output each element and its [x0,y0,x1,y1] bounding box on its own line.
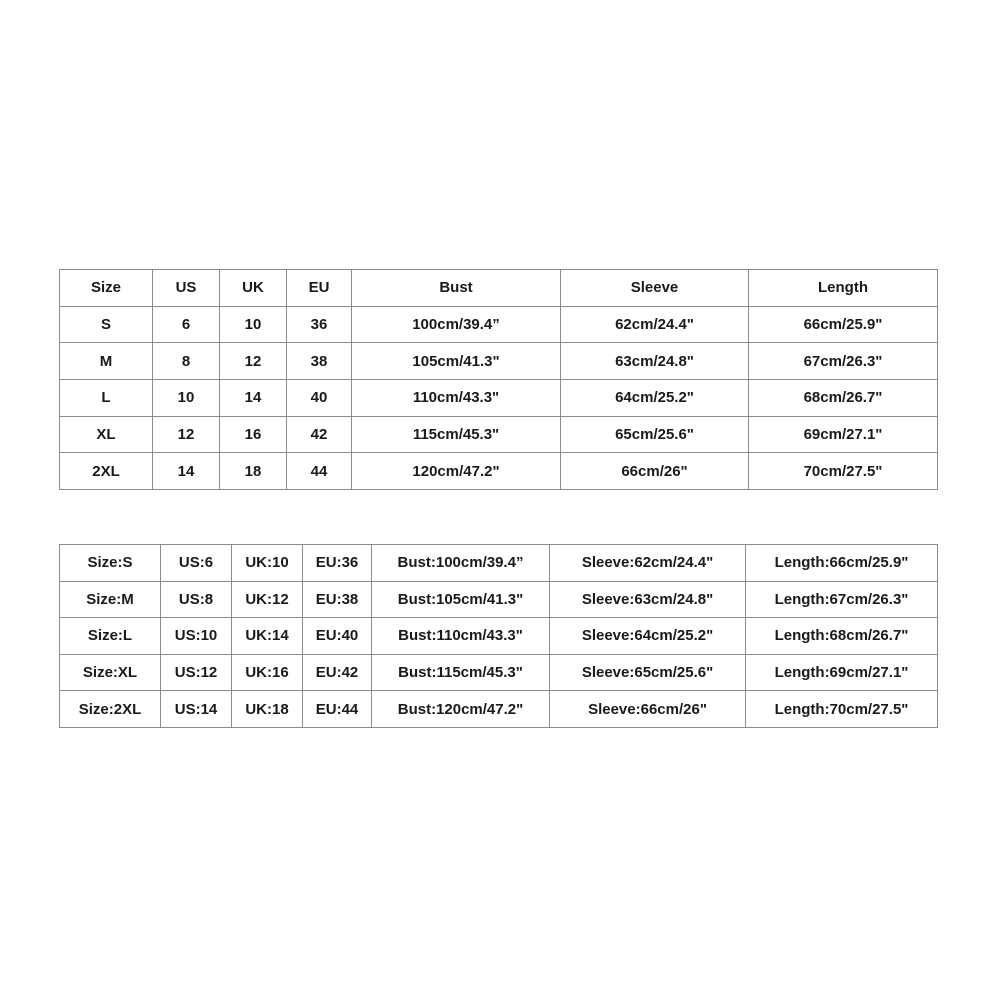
cell-sleeve: Sleeve:62cm/24.4" [550,545,746,582]
cell-bust: 100cm/39.4” [352,306,561,343]
cell-sleeve: 65cm/25.6" [561,416,749,453]
cell-bust: Bust:105cm/41.3" [372,581,550,618]
table-row [60,416,938,453]
cell-length: 68cm/26.7" [749,380,938,417]
table-row [60,453,938,490]
cell-length: Length:70cm/27.5" [746,691,938,728]
cell-size: S [60,306,153,343]
cell-size: Size:M [60,581,161,618]
table-row [60,581,938,618]
cell-eu: EU:42 [303,654,372,691]
cell-us: US:8 [161,581,232,618]
cell-uk: UK:12 [232,581,303,618]
table-header-row [60,270,938,307]
size-chart-table [59,269,938,490]
cell-uk: 10 [220,306,287,343]
table-row [60,654,938,691]
cell-us: 8 [153,343,220,380]
cell-length: 69cm/27.1" [749,416,938,453]
header-us: US [153,270,220,307]
cell-length: 66cm/25.9" [749,306,938,343]
cell-eu: 38 [287,343,352,380]
cell-bust: 115cm/45.3" [352,416,561,453]
cell-size: Size:S [60,545,161,582]
cell-us: 10 [153,380,220,417]
cell-uk: 16 [220,416,287,453]
cell-bust: 110cm/43.3" [352,380,561,417]
cell-size: XL [60,416,153,453]
cell-length: 67cm/26.3" [749,343,938,380]
cell-sleeve: 62cm/24.4" [561,306,749,343]
table-row [60,691,938,728]
cell-sleeve: 63cm/24.8" [561,343,749,380]
cell-uk: UK:14 [232,618,303,655]
table-row [60,306,938,343]
cell-eu: 36 [287,306,352,343]
cell-us: US:14 [161,691,232,728]
cell-bust: Bust:115cm/45.3" [372,654,550,691]
cell-uk: UK:18 [232,691,303,728]
header-bust: Bust [352,270,561,307]
cell-eu: EU:44 [303,691,372,728]
cell-uk: 12 [220,343,287,380]
cell-length: Length:69cm/27.1" [746,654,938,691]
cell-sleeve: 66cm/26" [561,453,749,490]
table-row [60,343,938,380]
table-row [60,618,938,655]
cell-us: 14 [153,453,220,490]
cell-size: Size:XL [60,654,161,691]
cell-length: Length:68cm/26.7" [746,618,938,655]
table-row [60,380,938,417]
cell-uk: UK:16 [232,654,303,691]
cell-us: US:12 [161,654,232,691]
cell-size: Size:L [60,618,161,655]
cell-uk: UK:10 [232,545,303,582]
header-uk: UK [220,270,287,307]
cell-eu: EU:36 [303,545,372,582]
cell-bust: 120cm/47.2" [352,453,561,490]
cell-us: 12 [153,416,220,453]
cell-sleeve: Sleeve:64cm/25.2" [550,618,746,655]
header-eu: EU [287,270,352,307]
cell-size: M [60,343,153,380]
header-size: Size [60,270,153,307]
cell-bust: 105cm/41.3" [352,343,561,380]
cell-eu: 40 [287,380,352,417]
cell-length: Length:67cm/26.3" [746,581,938,618]
cell-uk: 18 [220,453,287,490]
cell-length: Length:66cm/25.9" [746,545,938,582]
cell-us: 6 [153,306,220,343]
cell-bust: Bust:100cm/39.4” [372,545,550,582]
cell-sleeve: 64cm/25.2" [561,380,749,417]
table-row [60,545,938,582]
cell-sleeve: Sleeve:66cm/26" [550,691,746,728]
cell-uk: 14 [220,380,287,417]
cell-eu: EU:38 [303,581,372,618]
size-chart-labeled-table [59,544,938,728]
cell-bust: Bust:120cm/47.2" [372,691,550,728]
cell-eu: EU:40 [303,618,372,655]
cell-size: L [60,380,153,417]
cell-bust: Bust:110cm/43.3" [372,618,550,655]
cell-sleeve: Sleeve:63cm/24.8" [550,581,746,618]
cell-size: Size:2XL [60,691,161,728]
cell-eu: 44 [287,453,352,490]
cell-sleeve: Sleeve:65cm/25.6" [550,654,746,691]
cell-us: US:10 [161,618,232,655]
header-sleeve: Sleeve [561,270,749,307]
cell-size: 2XL [60,453,153,490]
cell-eu: 42 [287,416,352,453]
cell-length: 70cm/27.5" [749,453,938,490]
cell-us: US:6 [161,545,232,582]
header-length: Length [749,270,938,307]
